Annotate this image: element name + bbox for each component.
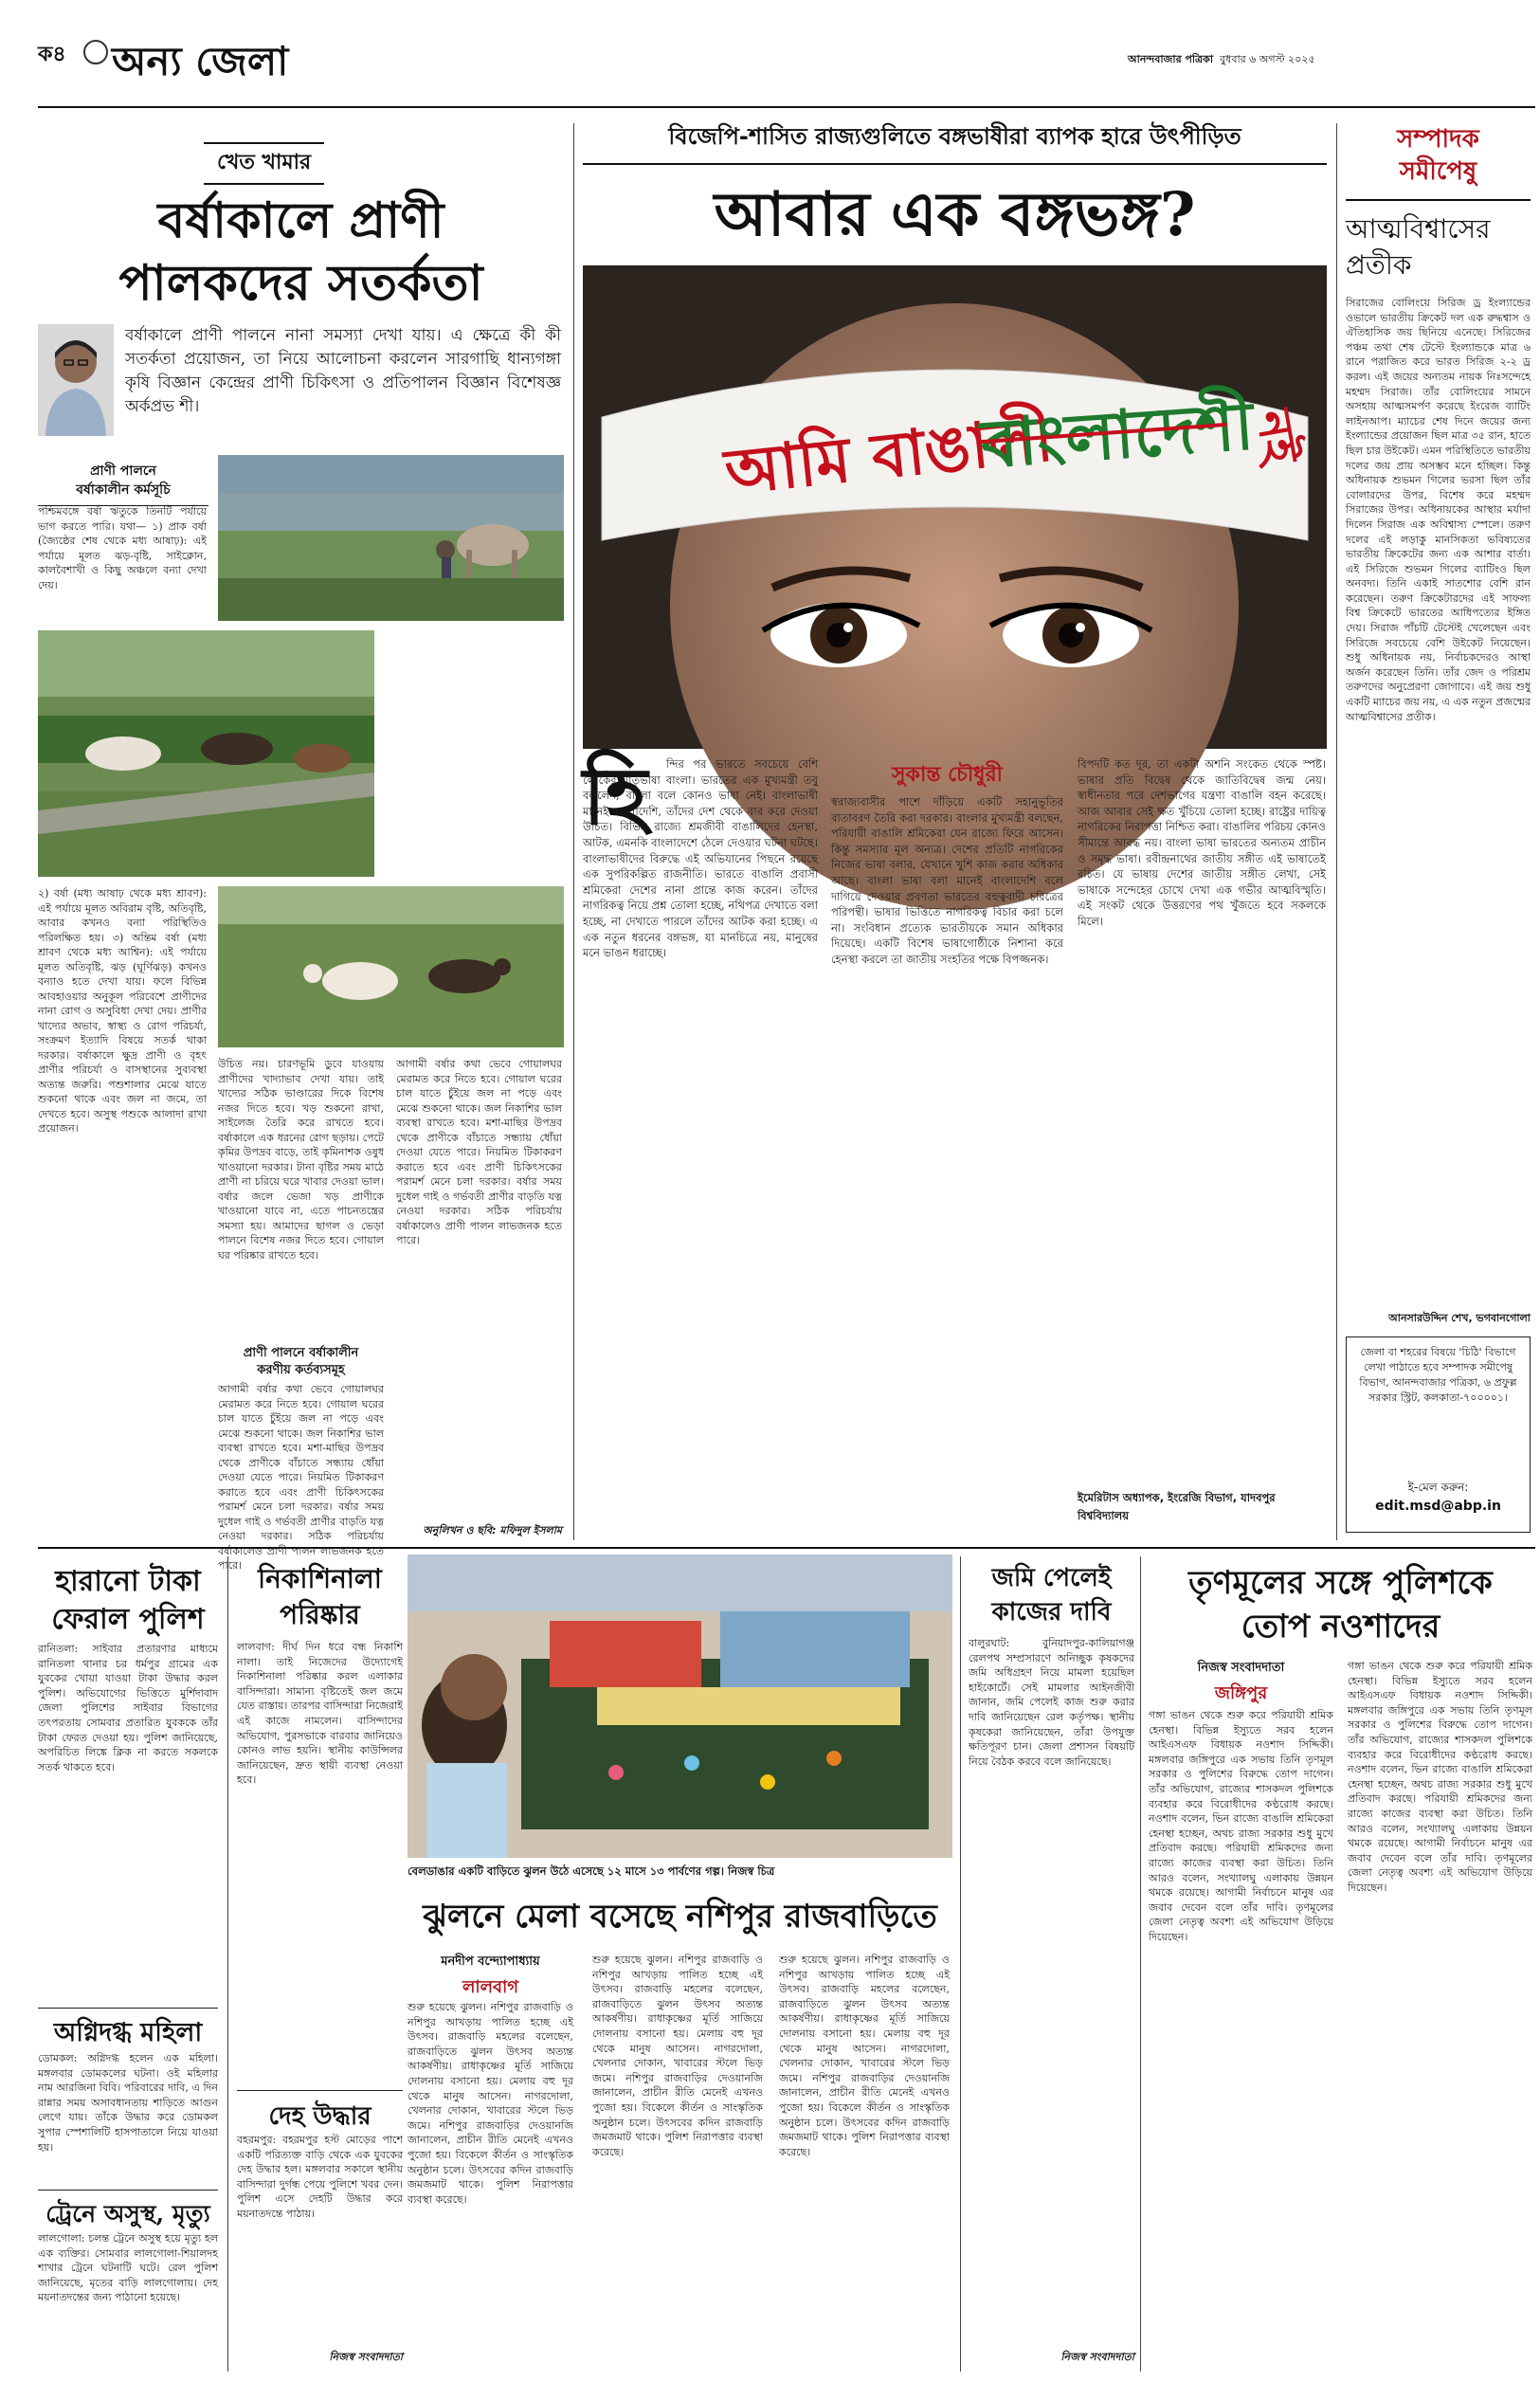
farm-intro: বর্ষাকালে প্রাণী পালনে নানা সমস্যা দেখা যায়। এ ক্ষেত্রে কী কী সতর্কতা প্রয়োজন, তা নিয়ে আলোচনা করলেন সারগাছি ধান্যগঙ্গা কৃষি বিজ্ঞান কেন্দ্রের প্রাণী চিকিৎসা ও প্রতিপালন বিজ্ঞান বিশেষজ্ঞ অর্কপ্রভ শী। <box>125 326 561 416</box>
jhulan-photo-caption: বেলডাঙার একটি বাড়িতে ঝুলন উঠে এসেছে ১২ মাসে ১৩ পার্বণের গল্প। নিজস্ব চিত্র <box>408 1864 775 1878</box>
lead-col2-text: স্বরাজ্যবাসীর পাশে দাঁড়িয়ে একটি সহানুভূতির বাতাবরণ তৈরি করা দরকার। বাংলার মুখ্যমন্ত্রী বলছেন, পরিযায়ী বাঙালি শ্রমিকেরা যেন রাজ্যে ফিরে আসেন। কিন্তু সমস্যার মূল অন্যত্র। দেশের প্রতিটি নাগরিকের নিজের ভাষা বলার, যেখানে খুশি কাজ করার অধিকার আছে। বাংলা ভাষা বলা মানেই বাংলাদেশি বলে দাগিয়ে দেওয়ার প্রবণতা ভারতের বহুত্ববাদী চরিত্রের পরিপন্থী। ভাষার ভিত্তিতে নাগরিকত্ব বিচার করা চলে না। সংবিধান প্রত্যেক ভারতীয়কে সমান অধিকার দিয়েছে। একটি বিশেষ ভাষাগোষ্ঠীকে নিশানা করে হেনস্থা করলে তা জাতীয় সংহতির পক্ষে বিপজ্জনক। <box>831 795 1063 966</box>
letter-body: সিরাজের বোলিংয়ে সিরিজ ড্র ইংল্যান্ডের ওভালে ভারতীয় ক্রিকেট দল এক রুদ্ধশ্বাস ও ঐতিহাসিক জয় ছিনিয়ে এনেছে। সিরিজের পঞ্চম তথা শেষ টেস্টে ইংল্যান্ডকে মাত্র ৬ রানে পরাজিত করে ভারত সিরিজ ২-২ ড্র করল। এই জয়ের অন্যতম নায়ক নিঃসন্দেহে মহম্মদ সিরাজ। তাঁর বোলিংয়ের সামনে অসহায় আত্মসমর্পণ করেছে ইংরেজ ব্যাটিং লাইনআপ। ম্যাচের শেষ দিনে জয়ের জন্য ইংল্যান্ডের প্রয়োজন ছিল মাত্র ৩৫ রান, হাতে ছিল চার উইকেট। এমন পরিস্থিতিতে ভারতীয় দলের জয় প্রায় অসম্ভব মনে হচ্ছিল। কিন্তু অধিনায়ক শুভমন গিলের ভরসা ছিল তাঁর বোলারদের উপর, বিশেষ করে মহম্মদ সিরাজের উপর। অধিনায়কের আস্থার মর্যাদা দিলেন সিরাজ এক অবিশ্বাস্য স্পেলে। তরুণ দলের এই লড়াকু মানসিকতা ভবিষ্যতের ভারতীয় ক্রিকেটের জন্য এক আশার বার্তা। এই সিরিজে শুভমন গিলের ব্যাটিংও ছিল অনবদ্য। তিনি একাই সাতশোর বেশি রান করেছেন। তরুণ ক্রিকেটারদের এই সাফল্য বিশ্ব ক্রিকেটে ভারতের আধিপত্যের ইঙ্গিত দেয়। সিরাজ পাঁচটি টেস্টেই খেলেছেন এবং সিরিজে সবচেয়ে বেশি উইকেট নিয়েছেন। শুধু অধিনায়ক নয়, নির্বাচকদেরও আস্থা অর্জন করেছেন তিনি। তাঁর জেদ ও পরিশ্রম তরুণদের অনুপ্রেরণা জোগাবে। এই জয় শুধু একটি ম্যাচের জয় নয়, এ এক নতুন প্রজন্মের আত্মবিশ্বাসের প্রতীক। <box>1346 297 1531 723</box>
farm-headline-1: বর্ষাকালে প্রাণী <box>157 191 444 249</box>
story-naushad-body-col1: গঙ্গা ভাঙন থেকে শুরু করে পরিযায়ী শ্রমিক হেনস্থা। বিভিন্ন ইস্যুতে সরব হলেন আইএসএফ বিধায়ক নওশাদ সিদ্দিকী। মঙ্গলবার জঙ্গিপুরে এক সভায় তিনি তৃণমূল সরকার ও পুলিশের বিরুদ্ধে তোপ দাগেন। তাঁর অভিযোগ, রাজ্যের শাসকদল পুলিশকে ব্যবহার করে বিরোধীদের কণ্ঠরোধ করছে। নওশাদ বলেন, ভিন রাজ্যে বাঙালি শ্রমিকেরা হেনস্থা হচ্ছেন, অথচ রাজ্য সরকার শুধু মুখে প্রতিবাদ করছে। পরিযায়ী শ্রমিকদের জন্য রাজ্যে কাজের ব্যবস্থা করা উচিত। তিনি আরও বলেন, সংখ্যালঘু এলাকায় উন্নয়ন থমকে রয়েছে। আগামী নির্বাচনে মানুষ এর জবাব দেবেন বলে তাঁর দাবি। তৃণমূলের জেলা নেতৃত্ব অবশ্য এই অভিযোগ উড়িয়ে দিয়েছেন। <box>1149 1709 1333 1943</box>
farm-photo-field <box>218 886 564 1047</box>
letter-signature: আনসারউদ্দিন শেখ, ভগবানগোলা <box>1388 1312 1531 1324</box>
story-naushad-place: জঙ্গিপুর <box>1214 1683 1268 1703</box>
editor-section <box>1346 114 1531 1545</box>
story-jhulan-body-col2: শুরু হয়েছে ঝুলন। নশিপুর রাজবাড়ি ও নশিপুর আখড়ায় পালিত হচ্ছে এই উৎসব। রাজবাড়ি মহলের বলেছেন, রাজবাড়িতে ঝুলন উৎসব অত্যন্ত আকর্ষণীয়। রাধাকৃষ্ণের মূর্তি সাজিয়ে দোলনায় বসানো হয়। মেলায় বহু দূর থেকে মানুষ আসেন। নাগরদোলা, খেলনার দোকান, খাবারের স্টলে ভিড় জমে। নশিপুর রাজবাড়ির দেওয়ানজি জানালেন, প্রাচীন রীতি মেনেই এখনও পুজো হয়। বিকেলে কীর্তন ও সাংস্কৃতিক অনুষ্ঠান চলে। উৎসবের কদিন রাজবাড়ি জমজমাট থাকে। পুলিশ নিরাপত্তার ব্যবস্থা করেছে। <box>592 1954 763 2158</box>
email-link[interactable]: edit.msd@abp.in <box>1375 1499 1501 1514</box>
letter-title-2: প্রতীক <box>1346 249 1412 281</box>
story-land-body: বালুরঘাট: বুনিয়াদপুর-কালিয়াগঞ্জ রেলপথ সম্প্রসারণে অনিচ্ছুক কৃষকদের জমি অধিগ্রহণ নিয়ে মামলা হয়েছিল হাইকোর্টে। সেই মামলার আইনজীবী জানান, জমি পেলেই কাজ শুরু করার দাবি জানিয়েছেন রেল কর্তৃপক্ষ। স্থানীয় কৃষকেরা জানিয়েছেন, তাঁরা উপযুক্ত ক্ষতিপূরণ চান। জেলা প্রশাসন বিষয়টি নিয়ে বৈঠক করবে বলে জানিয়েছে। <box>969 1637 1134 1768</box>
story-jhulan-body-col3: শুরু হয়েছে ঝুলন। নশিপুর রাজবাড়ি ও নশিপুর আখড়ায় পালিত হচ্ছে এই উৎসব। রাজবাড়ি মহলের বলেছেন, রাজবাড়িতে ঝুলন উৎসব অত্যন্ত আকর্ষণীয়। রাধাকৃষ্ণের মূর্তি সাজিয়ে দোলনায় বসানো হয়। মেলায় বহু দূর থেকে মানুষ আসেন। নাগরদোলা, খেলনার দোকান, খাবারের স্টলে ভিড় জমে। নশিপুর রাজবাড়ির দেওয়ানজি জানালেন, প্রাচীন রীতি মেনেই এখনও পুজো হয়। বিকেলে কীর্তন ও সাংস্কৃতিক অনুষ্ঠান চলে। উৎসবের কদিন রাজবাড়ি জমজমাট থাকে। পুলিশ নিরাপত্তার ব্যবস্থা করেছে। <box>779 1954 950 2158</box>
lead-kicker: বিজেপি-শাসিত রাজ্যগুলিতে বঙ্গভাষীরা ব্যাপক হারে উৎপীড়িত <box>583 119 1327 165</box>
story-land-title-2: কাজের দাবি <box>991 1598 1112 1627</box>
story-lost-money-title-2: ফেরাল পুলিশ <box>51 1603 205 1636</box>
letter-title-1: আত্মবিশ্বাসের <box>1346 213 1491 245</box>
story-lost-money-title-1: হারানো টাকা <box>55 1565 201 1598</box>
headband-text-3: নই <box>1244 406 1310 468</box>
story-drain-title-1: নিকাশিনালা <box>258 1563 382 1594</box>
lead-author: সুকান্ত চৌধুরী <box>892 763 1003 787</box>
story-drain-body: লালবাগ: দীর্ঘ দিন ধরে বন্ধ নিকাশি নালা। তাই নিজেদের উদ্যোগেই নিকাশিনালা পরিষ্কার করল এলাকার বাসিন্দারা। সামান্য বৃষ্টিতেই জল জমে যেত রাস্তায়। তারপর বাসিন্দারা নিজেরাই এই কাজে নামলেন। বাসিন্দাদের অভিযোগ, পুরসভাকে বারবার জানিয়েও কোনও লাভ হয়নি। স্থানীয় কাউন্সিলর জানিয়েছেন, দ্রুত স্থায়ী ব্যবস্থা নেওয়া হবে। <box>237 1641 403 1787</box>
lead-col3-text: বিপদটি কত দূর, তা একটা অশনি সংকেত থেকে স্পষ্ট। ভাষার প্রতি বিদ্বেষ থেকে জাতিবিদ্বেষ জন্ম নেয়। স্বাধীনতার পরে দেশভাগের যন্ত্রণা বাঙালি বহন করেছে। আজ আবার সেই ক্ষত খুঁচিয়ে তোলা হচ্ছে। রাষ্ট্রের দায়িত্ব নাগরিকের নিরাপত্তা নিশ্চিত করা। বাঙালির পরিচয় কোনও সীমান্তে আবদ্ধ নয়। বাংলা ভাষা ভারতের অন্যতম প্রাচীন ও সমৃদ্ধ ভাষা। রবীন্দ্রনাথের জাতীয় সঙ্গীত এই ভাষাতেই রচিত। যে ভাষায় দেশের জাতীয় সঙ্গীত লেখা, সেই ভাষাকে সন্দেহের চোখে দেখা এক গভীর আত্মবিস্মৃতি। এই সংকট থেকে উত্তরণের পথ খুঁজতে হবে সকলকে মিলে। <box>1078 757 1326 928</box>
fold-rule <box>38 1547 1535 1549</box>
headband-text-2: বাংলাদেশী <box>978 386 1257 483</box>
story-naushad-body-col2: গঙ্গা ভাঙন থেকে শুরু করে পরিযায়ী শ্রমিক হেনস্থা। বিভিন্ন ইস্যুতে সরব হলেন আইএসএফ বিধায়ক নওশাদ সিদ্দিকী। মঙ্গলবার জঙ্গিপুরে এক সভায় তিনি তৃণমূল সরকার ও পুলিশের বিরুদ্ধে তোপ দাগেন। তাঁর অভিযোগ, রাজ্যের শাসকদল পুলিশকে ব্যবহার করে বিরোধীদের কণ্ঠরোধ করছে। নওশাদ বলেন, ভিন রাজ্যে বাঙালি শ্রমিকেরা হেনস্থা হচ্ছেন, অথচ রাজ্য সরকার শুধু মুখে প্রতিবাদ করছে। পরিযায়ী শ্রমিকদের জন্য রাজ্যে কাজের ব্যবস্থা করা উচিত। তিনি আরও বলেন, সংখ্যালঘু এলাকায় উন্নয়ন থমকে রয়েছে। আগামী নির্বাচনে মানুষ এর জবাব দেবেন বলে তাঁর দাবি। তৃণমূলের জেলা নেতৃত্ব অবশ্য এই অভিযোগ উড়িয়ে দিয়েছেন। <box>1348 1660 1532 1894</box>
col-a-rule-1 <box>38 2008 218 2009</box>
farm-headline-2: পালকদের সতর্কতা <box>118 254 483 312</box>
story-body-found-body: বহরমপুর: বহরমপুর হস্ট মোড়ের পাশে একটি পরিত্যক্ত বাড়ি থেকে এক যুবকের দেহ উদ্ধার হল। মঙ্গলবার সকালে স্থানীয় বাসিন্দারা দুর্গন্ধ পেয়ে পুলিশে খবর দেন। পুলিশ এসে দেহটি উদ্ধার করে ময়নাতদন্তে পাঠায়। <box>237 2134 403 2220</box>
bottom-center <box>408 1555 952 2370</box>
farm-section <box>38 123 564 1572</box>
masthead <box>0 0 1540 104</box>
story-body-found-title: দেহ উদ্ধার <box>268 2102 371 2131</box>
story-naushad-byline: নিজস্ব সংবাদদাতা <box>1197 1661 1285 1675</box>
story-jhulan-title: ঝুলনে মেলা বসেছে নশিপুর রাজবাড়িতে <box>423 1898 937 1936</box>
farm-box2-title-1: প্রাণী পালনে বর্ষাকালীন <box>243 1346 359 1360</box>
lead-section <box>583 114 1327 1545</box>
bottom-col-a <box>38 1555 218 2370</box>
masthead-rule <box>38 106 1535 108</box>
story-land-title-1: জমি পেলেই <box>991 1564 1112 1592</box>
editor-title-2: সমীপেষু <box>1346 152 1531 201</box>
editor-contact-box <box>1346 1336 1531 1533</box>
divider-farm-lead <box>573 123 574 1540</box>
paper-name: আনন্দবাজার পত্রিকা <box>1128 53 1214 65</box>
story-burnt-woman-body: ডোমকল: অগ্নিদগ্ধ হলেন এক মহিলা। মঙ্গলবার ডোমকলের ঘটনা। ওই মহিলার নাম আরজিনা বিবি। পরিবারের দাবি, এ দিন রান্নার সময় অসাবধানতায় শাড়িতে আগুন লেগে যায়। তাঁকে উদ্ধার করে ডোমকল সুপার স্পেশালিটি হাসপাতালে নিয়ে যাওয়া হয়। <box>38 2052 218 2154</box>
bottom-col-d <box>969 1555 1134 2370</box>
author-photo <box>38 324 114 436</box>
logo-emblem-icon <box>83 40 108 64</box>
col-b-rule <box>237 2090 403 2091</box>
divider-bottom-d <box>1140 1556 1141 2372</box>
story-naushad-title-1: তৃণমূলের সঙ্গে পুলিশকে <box>1188 1564 1493 1602</box>
farm-col2-text: উচিত নয়। চারণভূমি ডুবে যাওয়ায় প্রাণীদের খাদ্যাভাব দেখা যায়। তাই খাদ্যের সঠিক ভাণ্ডারের দিকে বিশেষ নজর দিতে হবে। খড় শুকনো রাখা, সাইলেজ তৈরি করে রাখতে হবে। বর্ষাকালে এক ধরনের রোগ ছড়ায়। পেটে কৃমির উপদ্রব বাড়ে, তাই কৃমিনাশক ওষুধ খাওয়ানো দরকার। টানা বৃষ্টির সময় মাঠে প্রাণী না চরিয়ে ঘরে খাবার দেওয়া ভাল। বর্ষার জলে ভেজা খড় প্রাণীকে খাওয়ানো যাবে না, এতে পাচনতন্ত্রের সমস্যা হয়। আমাদের ছাগল ও ভেড়া পালনে বিশেষ নজর দিতে হবে। গোয়াল ঘর পরিষ্কার রাখতে হবে। <box>218 1058 384 1262</box>
editor-title-1: সম্পাদক <box>1397 125 1479 154</box>
section-title: অন্য জেলা <box>112 38 289 84</box>
farm-box-title-2: বর্ষাকালীন কর্মসূচি <box>38 479 208 506</box>
farm-col1b-text: ২) বর্ষা (মধ্য আষাঢ় থেকে মধ্য শ্রাবণ): এই পর্যায়ে মূলত অবিরাম বৃষ্টি, অতিবৃষ্টি, আবার কখনও বন্যা পরিস্থিতিও পরিলক্ষিত হয়। ৩) অন্তিম বর্ষা (মধ্য শ্রাবণ থেকে মধ্য আশ্বিন): এই পর্যায়ে মূলত অতিবৃষ্টি, ঝড় (ঘূর্ণিঝড়) কখনও বন্যাও হতে দেখা যায়। ফলে বিভিন্ন আবহাওয়ার অনুকূল পরিবেশে প্রাণীদের নানা রোগ ও অসুবিধা দেখা দেয়। প্রাণীর খাদ্যের অভাব, স্বাস্থ্য ও রোগ পরিচর্যা, সংক্রমণ ইত্যাদি বিষয়ে সতর্ক থাকা দরকার। বর্ষাকালে ক্ষুদ্র প্রাণী ও বৃহৎ প্রাণীর পরিচর্যা ও বাসস্থানের সুব্যবস্থা অত্যন্ত জরুরি। পশুশালার মেঝে যাতে শুকনো থাকে এবং জল না জমে, তা দেখতে হবে। অসুস্থ পশুকে আলাদা রাখা প্রয়োজন। <box>38 887 207 1135</box>
lead-author-note: ইমেরিটাস অধ্যাপক, ইংরেজি বিভাগ, যাদবপুর বিশ্ববিদ্যালয় <box>1078 1491 1276 1522</box>
story-jhulan-body-col1: শুরু হয়েছে ঝুলন। নশিপুর রাজবাড়ি ও নশিপুর আখড়ায় পালিত হচ্ছে এই উৎসব। রাজবাড়ি মহলের বলেছেন, রাজবাড়িতে ঝুলন উৎসব অত্যন্ত আকর্ষণীয়। রাধাকৃষ্ণের মূর্তি সাজিয়ে দোলনায় বসানো হয়। মেলায় বহু দূর থেকে মানুষ আসেন। নাগরদোলা, খেলনার দোকান, খাবারের স্টলে ভিড় জমে। নশিপুর রাজবাড়ির দেওয়ানজি জানালেন, প্রাচীন রীতি মেনেই এখনও পুজো হয়। বিকেলে কীর্তন ও সাংস্কৃতিক অনুষ্ঠান চলে। উৎসবের কদিন রাজবাড়ি জমজমাট থাকে। পুলিশ নিরাপত্তার ব্যবস্থা করেছে। <box>408 2001 573 2206</box>
farm-photo-cows <box>218 455 564 621</box>
farm-box-title-1: প্রাণী পালনে <box>90 464 156 479</box>
email-label: ই-মেল করুন: <box>1407 1481 1469 1494</box>
farm-kicker: খেত খামার <box>204 142 324 185</box>
page-number: ক৪ <box>38 43 66 66</box>
bottom-col-b <box>237 1555 403 2370</box>
story-train-death-body: লালগোলা: চলন্ত ট্রেনে অসুস্থ হয়ে মৃত্যু হল এক ব্যক্তির। সোমবার লালগোলা-শিয়ালদহ শাখার ট্রেনে ঘটনাটি ঘটে। রেল পুলিশ জানিয়েছে, মৃতের বাড়ি লালগোলায়। দেহ ময়নাতদন্তের জন্য পাঠানো হয়েছে। <box>38 2232 218 2304</box>
bottom-col-e <box>1149 1555 1532 2370</box>
story-lost-money-body: রানিতলা: সাইবার প্রতারণার মাধ্যমে রানিতলা থানার চর ধর্মপুর গ্রামের এক যুবকের খোয়া যাওয়া টাকা উদ্ধার করল পুলিশ। অভিযোগের ভিত্তিতে মুর্শিদাবাদ জেলা পুলিশের সাইবার বিভাগের তৎপরতায় সোমবার প্রতারিত যুবককে তাঁর টাকা ফেরত দেওয়া হয়। পুলিশ জানিয়েছে, অপরিচিত লিঙ্কে ক্লিক না করতে সকলকে সতর্ক থাকতে হবে। <box>38 1643 218 1773</box>
story-jhulan-byline: মনদীপ বন্দ্যোপাধ্যায় <box>441 1955 540 1969</box>
farm-box2-title-2: করণীয় কর্তব্যসমূহ <box>257 1363 345 1377</box>
story-drain-title-2: পরিষ্কার <box>280 1599 360 1630</box>
divider-lead-editor <box>1336 123 1337 1540</box>
lead-col1-text: ন্দির পর ভারতে সবচেয়ে বেশি লোকের মাতৃভাষা বাংলা। ভারতের এক মুখ্যমন্ত্রী তবু বললেন, বাংলা বলে কোনও ভাষা নেই। বাংলাভাষী মানেই বাংলাদেশি, তাঁদের দেশ থেকে বার করে দেওয়া উচিত। বিভিন্ন রাজ্যে শ্রমজীবী বাঙালিদের হেনস্থা, আটক, এমনকি বাংলাদেশে ঠেলে দেওয়ার ঘটনা ঘটছে। বাংলাভাষীদের বিরুদ্ধে এই অভিযানের পিছনে রয়েছে এক সুপরিকল্পিত রাজনীতি। ভারতে বাঙালি প্রবাসী শ্রমিকেরা দেশের নানা প্রান্তে কাজ করেন। তাঁদের নাগরিকত্ব নিয়ে প্রশ্ন তোলা হচ্ছে, নথিপত্র দেখাতে বলা হচ্ছে, না দেখাতে পারলে তাঁদের আটক করা হচ্ছে। এ এক নতুন ধরনের বঙ্গভঙ্গ, যা মানচিত্রে নয়, মানুষের মনে ভাঙন ধরাচ্ছে। <box>583 757 818 960</box>
story-burnt-woman-title: অগ্নিদগ্ধ মহিলা <box>53 2018 203 2047</box>
story-land-credit: নিজস্ব সংবাদদাতা <box>1060 2351 1134 2363</box>
story-body-found-credit: নিজস্ব সংবাদদাতা <box>329 2351 403 2363</box>
farm-col3-text: আগামী বর্ষার কথা ভেবে গোয়ালঘর মেরামত করে নিতে হবে। গোয়াল ঘরের চাল যাতে চুঁইয়ে জল না পড়ে এবং মেঝে শুকনো থাকে। জল নিকাশির ভাল ব্যবস্থা রাখতে হবে। মশা-মাছির উপদ্রব থেকে প্রাণীকে বাঁচাতে সন্ধ্যায় ধোঁয়া দেওয়া যেতে পারে। নিয়মিত টিকাকরণ করাতে হবে এবং প্রাণী চিকিৎসকের পরামর্শ মেনে চলা দরকার। বর্ষার সময় দুধেল গাই ও গর্ভবতী প্রাণীর বাড়তি যত্ন নেওয়া দরকার। সঠিক পরিচর্যায় বর্ষাকালেও প্রাণী পালন লাভজনক হতে পারে। <box>396 1058 562 1246</box>
farm-photo-goats <box>38 630 374 877</box>
col-a-rule-2 <box>38 2190 218 2191</box>
lead-photo <box>583 265 1327 749</box>
story-jhulan-place: লালবাগ <box>462 1977 519 1997</box>
farm-credit: অনুলিখন ও ছবি: মফিদুল ইসলাম <box>423 1524 562 1536</box>
editor-contact-text: জেলা বা শহরের বিষয়ে 'চিঠি' বিভাগে লেখা পাঠাতে হবে সম্পাদক সমীপেষু বিভাগ, আনন্দবাজার পত্রিকা, ৬ প্রফুল্ল সরকার স্ট্রিট, কলকাতা-৭০০০০১। <box>1359 1346 1517 1404</box>
issue-date: বুধবার ৬ অগস্ট ২০২৫ <box>1220 53 1315 65</box>
jhulan-photo <box>408 1555 952 1858</box>
divider-bottom-a <box>227 1556 228 2372</box>
story-train-death-title: ট্রেনে অসুস্থ, মৃত্যু <box>45 2200 210 2227</box>
lead-dropcap: হি <box>583 749 648 843</box>
farm-col1-text: পশ্চিমবঙ্গে বর্ষা ঋতুকে তিনটি পর্যায়ে ভাগ করতে পারি। যথা— ১) প্রাক বর্ষা (জ্যৈষ্ঠের শেষ থেকে মধ্য আষাঢ়): এই পর্যায়ে মূলত ঝড়-বৃষ্টি, সাইক্লোন, কালবৈশাখী ও কিছু অঞ্চলে বন্যা দেখা দেয়। <box>38 505 207 591</box>
headband-text-1: আমি বাঙালী <box>721 401 1057 509</box>
divider-bottom-c <box>960 1556 961 2372</box>
lead-headline: আবার এক বঙ্গভঙ্গ? <box>714 179 1196 250</box>
farm-col2b-text: আগামী বর্ষার কথা ভেবে গোয়ালঘর মেরামত করে নিতে হবে। গোয়াল ঘরের চাল যাতে চুঁইয়ে জল না পড়ে এবং মেঝে শুকনো থাকে। জল নিকাশির ভাল ব্যবস্থা রাখতে হবে। মশা-মাছির উপদ্রব থেকে প্রাণীকে বাঁচাতে সন্ধ্যায় ধোঁয়া দেওয়া যেতে পারে। নিয়মিত টিকাকরণ করাতে হবে এবং প্রাণী চিকিৎসকের পরামর্শ মেনে চলা দরকার। বর্ষার সময় দুধেল গাই ও গর্ভবতী প্রাণীর বাড়তি যত্ন নেওয়া দরকার। সঠিক পরিচর্যায় বর্ষাকালেও প্রাণী পালন লাভজনক হতে পারে। <box>218 1383 384 1572</box>
story-naushad-title-2: তোপ নওশাদের <box>1241 1608 1440 1646</box>
